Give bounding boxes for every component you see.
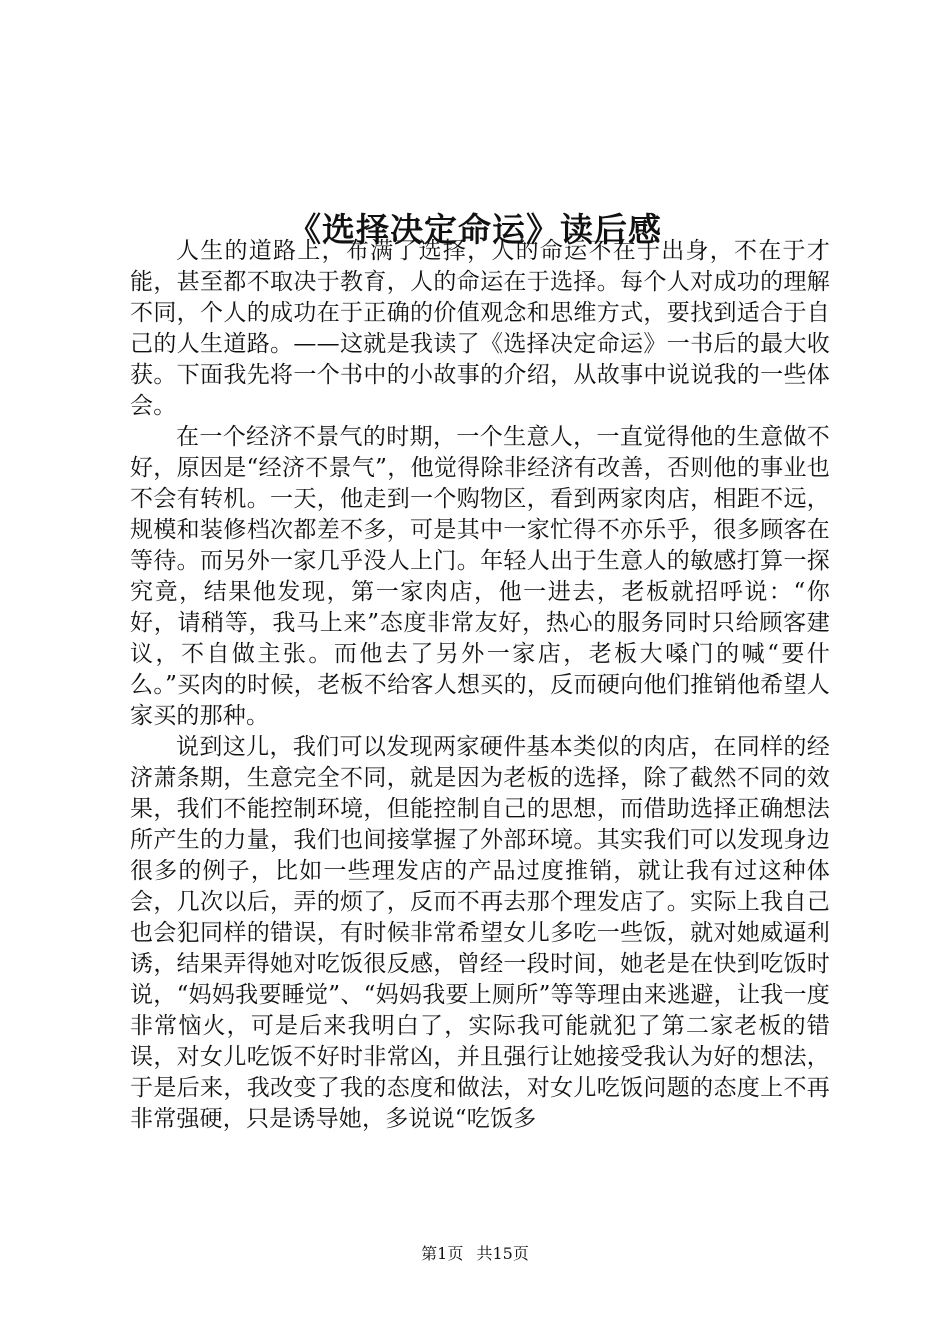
paragraph: 人生的道路上，布满了选择，人的命运不在于出身，不在于才能，甚至都不取决于教育，人的命运在于选择。每个人对成功的理解不同，个人的成功在于正确的价值观念和思维方式，要找到适合于自己的人生道路。——这就是我读了《选择决定命运》一书后的最大收获。下面我先将一个书中的小故事的介绍，从故事中说说我的一些体会。: [130, 238, 830, 419]
page-number: 第1页: [421, 1244, 464, 1263]
document-title: 《选择决定命运》读后感: [288, 210, 662, 250]
document-body: [130, 236, 830, 1135]
page-footer: [0, 1243, 950, 1265]
page-total: 共15页: [476, 1244, 529, 1263]
paragraph: 说到这儿，我们可以发现两家硬件基本类似的肉店，在同样的经济萧条期，生意完全不同，就是因为老板的选择，除了截然不同的效果，我们不能控制环境，但能控制自己的思想，而借助选择正确想法所产生的力量，我们也间接掌握了外部环境。其实我们可以发现身边很多的例子，比如一些理发店的产品过度推销，就让我有过这种体会，几次以后，弄的烦了，反而不再去那个理发店了。实际上我自己也会犯同样的错误，有时候非常希望女儿多吃一些饭，就对她威逼利诱，结果弄得她对吃饭很反感，曾经一段时间，她老是在快到吃饭时说，“妈妈我要睡觉”、“妈妈我要上厕所”等等理由来逃避，让我一度非常恼火，可是后来我明白了，实际我可能就犯了第二家老板的错误，对女儿吃饭不好时非常凶，并且强行让她接受我认为好的想法，于是后来，我改变了我的态度和做法，对女儿吃饭问题的态度上不再非常强硬，只是诱导她，多说说“吃饭多: [130, 734, 830, 1132]
paragraph: 在一个经济不景气的时期，一个生意人，一直觉得他的生意做不好，原因是“经济不景气”，他觉得除非经济有改善，否则他的事业也不会有转机。一天，他走到一个购物区，看到两家肉店，相距不远，规模和装修档次都差不多，可是其中一家忙得不亦乐乎，很多顾客在等待。而另外一家几乎没人上门。年轻人出于生意人的敏感打算一探究竟，结果他发现，第一家肉店，他一进去，老板就招呼说：“你好，请稍等，我马上来”态度非常友好，热心的服务同时只给顾客建议，不自做主张。而他去了另外一家店，老板大嗓门的喊“要什么。”买肉的时候，老板不给客人想买的，反而硬向他们推销他希望人家买的那种。: [130, 424, 830, 729]
